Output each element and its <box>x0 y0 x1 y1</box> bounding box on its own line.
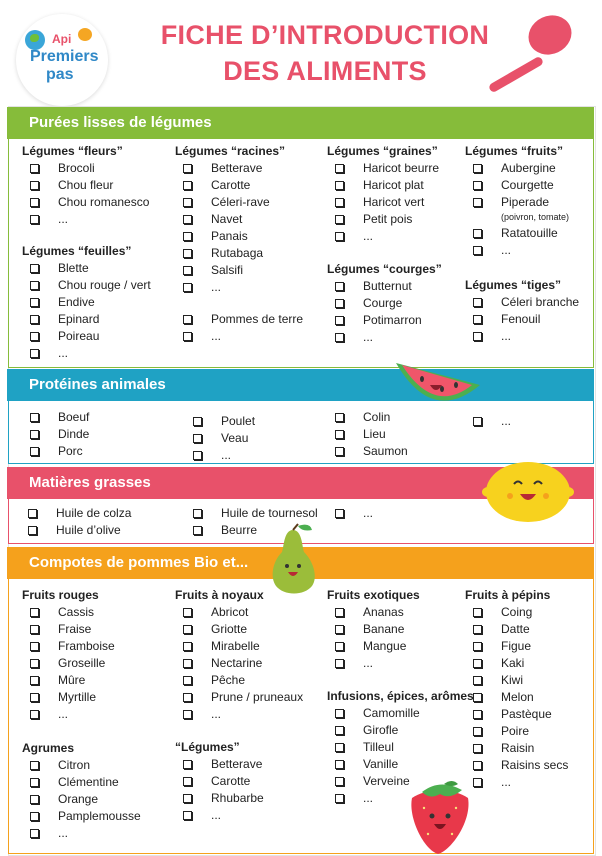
list-item: Framboise <box>22 638 115 655</box>
section-title: Matières grasses <box>29 474 151 491</box>
group-racines <box>175 144 303 345</box>
list-item: ... <box>327 329 442 346</box>
list-item: Haricot plat <box>327 177 439 194</box>
list-item: Citron <box>22 757 141 774</box>
list-item: ... <box>22 706 115 723</box>
title-line2: DES ALIMENTS <box>223 56 427 86</box>
list-item: Colin <box>327 409 408 426</box>
list-item: Veau <box>185 430 255 447</box>
list-item: Pamplemousse <box>22 808 141 825</box>
list-item: ... <box>465 413 511 430</box>
group-heading: Légumes “fleurs” <box>22 144 123 158</box>
list-item: Datte <box>465 621 568 638</box>
list-item: Beurre <box>185 522 318 539</box>
list-item: Rhubarbe <box>175 790 264 807</box>
list-item: ... <box>327 505 373 522</box>
list-item: Epinard <box>22 311 151 328</box>
list-item: Ananas <box>327 604 420 621</box>
list-item: Chou rouge / vert <box>22 277 151 294</box>
list-item: Haricot beurre <box>327 160 439 177</box>
title-line1: FICHE D’INTRODUCTION <box>160 20 490 50</box>
list-item: Brocoli <box>22 160 149 177</box>
watermelon-icon <box>392 355 484 415</box>
page-title <box>125 17 525 89</box>
list-item: Blette <box>22 260 151 277</box>
proteines-col2 <box>185 413 255 464</box>
list-item: Potimarron <box>327 312 442 329</box>
group-heading: Fruits exotiques <box>327 588 420 602</box>
list-item: Dinde <box>22 426 89 443</box>
group-graines <box>327 144 439 245</box>
group-fleurs <box>22 144 149 228</box>
section-purees-header <box>7 107 594 139</box>
logo-line2: pas <box>46 66 74 83</box>
group-heading: Légumes “tiges” <box>465 278 562 292</box>
group-heading: Légumes “courges” <box>327 262 442 276</box>
list-item: Saumon <box>327 443 408 460</box>
group-fruits-pepins <box>465 588 568 791</box>
list-item: Mûre <box>22 672 115 689</box>
proteines-col3 <box>327 409 408 460</box>
list-item: ... <box>185 447 255 464</box>
pear-icon <box>266 522 320 596</box>
group-heading: “Légumes” <box>175 740 240 754</box>
list-item: ... <box>175 328 303 345</box>
list-item: Poireau <box>22 328 151 345</box>
list-item: Huile de tournesol <box>185 505 318 522</box>
lemon-icon <box>480 454 576 526</box>
group-heading: Fruits à pépins <box>465 588 551 602</box>
list-item: Butternut <box>327 278 442 295</box>
group-tiges <box>465 278 579 345</box>
list-item: ... <box>327 228 439 245</box>
globe-icon <box>25 30 45 50</box>
proteines-col4 <box>465 413 511 430</box>
list-item: ... <box>175 807 264 824</box>
list-item: Kaki <box>465 655 568 672</box>
group-heading: Légumes “fruits” <box>465 144 564 158</box>
list-item: ... <box>175 706 303 723</box>
list-item: Camomille <box>327 705 474 722</box>
list-item: Vanille <box>327 756 474 773</box>
list-item: Pommes de terre <box>175 311 303 328</box>
group-heading: Légumes “feuilles” <box>22 244 132 258</box>
list-item: Carotte <box>175 773 264 790</box>
group-fruits-exotiques <box>327 588 420 672</box>
list-item: Kiwi <box>465 672 568 689</box>
list-item: Courge <box>327 295 442 312</box>
list-item: Petit pois <box>327 211 439 228</box>
section-title: Compotes de pommes Bio et... <box>29 554 249 571</box>
list-item: Girofle <box>327 722 474 739</box>
list-item: ... <box>327 790 474 807</box>
list-item: Poulet <box>185 413 255 430</box>
spacer <box>175 296 303 311</box>
list-item: ... <box>22 345 151 362</box>
section-proteines-header <box>7 369 594 401</box>
group-agrumes <box>22 741 141 842</box>
list-item: Haricot vert <box>327 194 439 211</box>
proteines-col1 <box>22 409 89 460</box>
list-item: Coing <box>465 604 568 621</box>
section-title: Purées lisses de légumes <box>29 114 212 131</box>
list-item: Figue <box>465 638 568 655</box>
list-item: ... <box>465 774 568 791</box>
list-item: Fraise <box>22 621 115 638</box>
list-item: Groseille <box>22 655 115 672</box>
list-item: Orange <box>22 791 141 808</box>
list-item: Nectarine <box>175 655 303 672</box>
list-item: Lieu <box>327 426 408 443</box>
list-item: Porc <box>22 443 89 460</box>
list-item: Céleri branche <box>465 294 579 311</box>
group-heading: Infusions, épices, arômes <box>327 689 474 703</box>
list-item: Chou romanesco <box>22 194 149 211</box>
grasses-col3 <box>327 505 373 522</box>
list-item: Huile de colza <box>20 505 131 522</box>
list-item: ... <box>327 655 420 672</box>
list-item: Huile d’olive <box>20 522 131 539</box>
list-item: Rutabaga <box>175 245 303 262</box>
strawberry-icon <box>404 778 478 854</box>
list-item: ... <box>175 279 303 296</box>
group-heading: Fruits à noyaux <box>175 588 264 602</box>
list-item: Chou fleur <box>22 177 149 194</box>
list-item: Griotte <box>175 621 303 638</box>
list-item: Pêche <box>175 672 303 689</box>
group-courges <box>327 262 442 346</box>
list-item: ... <box>22 825 141 842</box>
list-item: Clémentine <box>22 774 141 791</box>
group-heading: Légumes “graines” <box>327 144 438 158</box>
group-fruits-noyaux <box>175 588 303 723</box>
list-item: Aubergine <box>465 160 569 177</box>
list-item: Carotte <box>175 177 303 194</box>
list-item: Poire <box>465 723 568 740</box>
list-item: Courgette <box>465 177 569 194</box>
group-heading: Fruits rouges <box>22 588 99 602</box>
logo-api: Api <box>52 32 72 46</box>
list-item: Tilleul <box>327 739 474 756</box>
list-item: Raisin <box>465 740 568 757</box>
list-item: Myrtille <box>22 689 115 706</box>
group-fruits <box>465 144 569 259</box>
spoon-icon <box>522 8 578 61</box>
list-item: ... <box>465 242 569 259</box>
list-item: Melon <box>465 689 568 706</box>
list-item: Banane <box>327 621 420 638</box>
list-item: Ratatouille <box>465 225 569 242</box>
list-item: ... <box>465 328 579 345</box>
list-item: Panais <box>175 228 303 245</box>
list-item: Pastèque <box>465 706 568 723</box>
list-item: Fenouil <box>465 311 579 328</box>
list-item: Prune / pruneaux <box>175 689 303 706</box>
group-fruits-rouges <box>22 588 115 723</box>
section-title: Protéines animales <box>29 376 166 393</box>
apple-icon <box>78 28 92 41</box>
list-item: Raisins secs <box>465 757 568 774</box>
group-heading: Légumes “racines” <box>175 144 286 158</box>
list-item: Abricot <box>175 604 303 621</box>
list-item: ... <box>22 211 149 228</box>
list-item: Mangue <box>327 638 420 655</box>
list-item: Céleri-rave <box>175 194 303 211</box>
list-item: Navet <box>175 211 303 228</box>
group-legumes-compote <box>175 740 264 824</box>
logo-line1: Premiers <box>30 48 99 65</box>
list-item: Boeuf <box>22 409 89 426</box>
list-item: Cassis <box>22 604 115 621</box>
list-item: Mirabelle <box>175 638 303 655</box>
logo <box>16 14 108 106</box>
group-feuilles <box>22 244 151 362</box>
item-note: (poivron, tomate) <box>501 212 570 222</box>
list-item: Betterave <box>175 756 264 773</box>
list-item: Betterave <box>175 160 303 177</box>
grasses-col1 <box>20 505 131 539</box>
list-item: Salsifi <box>175 262 303 279</box>
list-item: Verveine <box>327 773 474 790</box>
list-item: Endive <box>22 294 151 311</box>
list-item: Piperade <box>465 194 569 211</box>
group-heading: Agrumes <box>22 741 75 755</box>
